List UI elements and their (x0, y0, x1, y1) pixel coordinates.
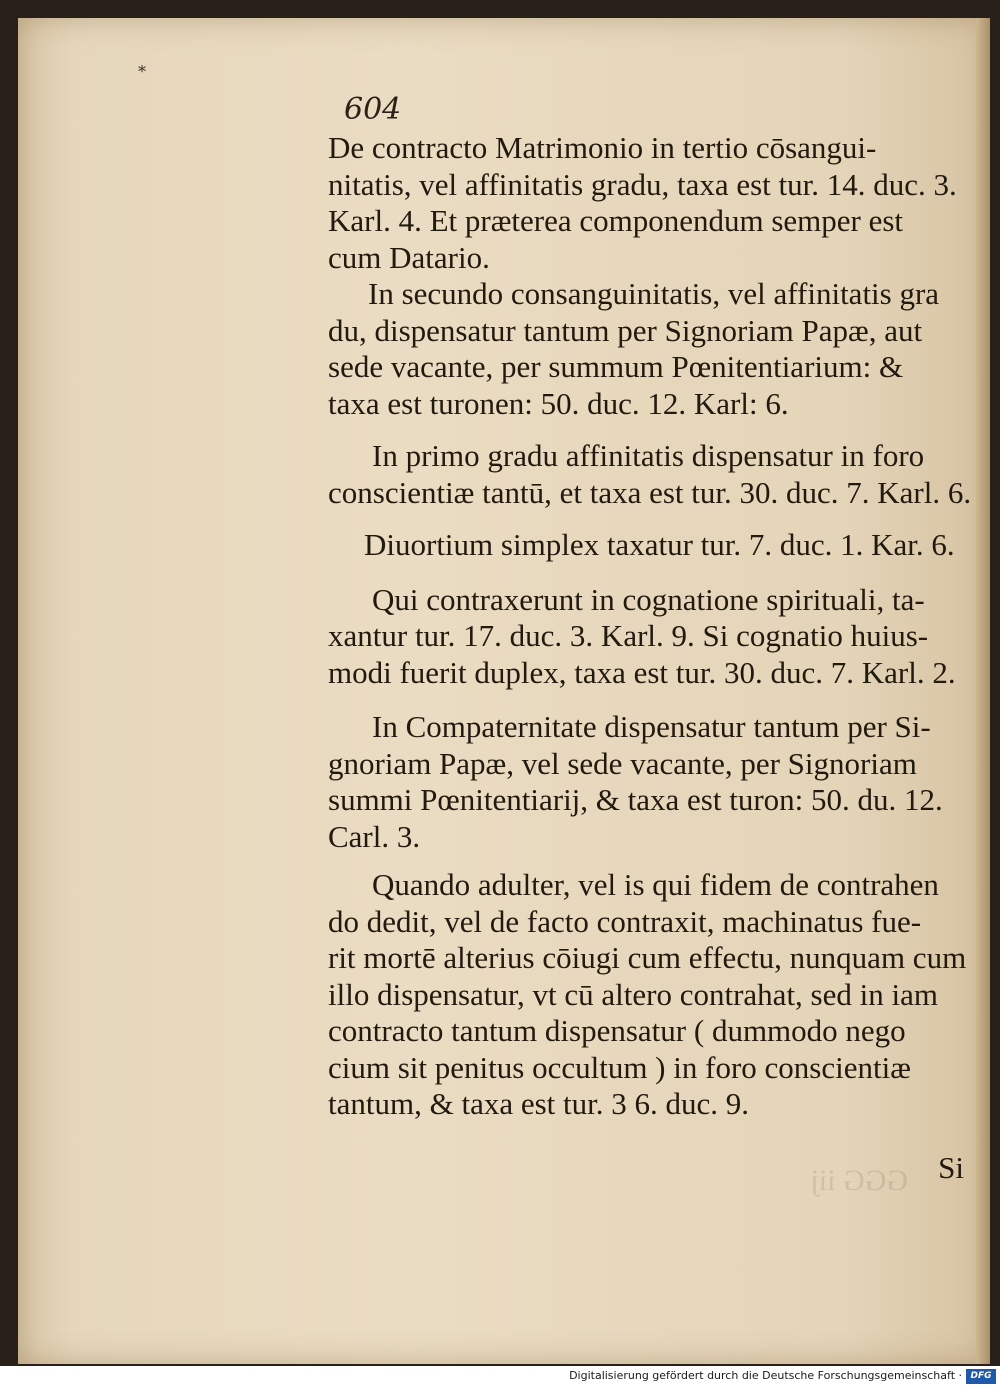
dfg-logo: DFG (966, 1369, 996, 1384)
book-page (18, 18, 990, 1364)
paragraph-7: Quando adulter, vel is qui fidem de contrahen do dedit, vel de facto contraxit, machinatus fue- rit mortē alterius cōiugi cum effectu, nunquam cum illo dispensatur, vt cū altero contrahat, sed in iam contracto tantum dispensatur ( dummodo nego cium sit penitus occultum ) in foro conscientiæ tantum, & taxa est tur. 3 6. duc. 9. (328, 867, 967, 1121)
body-text (328, 130, 996, 1123)
paragraph-6: In Compaternitate dispensatur tantum per Si- gnoriam Papæ, vel sede vacante, per Signoriam summi Pœnitentiarij, & taxa est turon: 50. du. 12. Carl. 3. (328, 709, 943, 854)
paragraph-3: In primo gradu affinitatis dispensatur in foro conscientiæ tantū, et taxa est tur. 30. duc. 7. Karl. 6. (328, 438, 972, 510)
paragraph-5: Qui contraxerunt in cognatione spirituali, ta- xantur tur. 17. duc. 3. Karl. 9. Si cognatio huius- modi fuerit duplex, taxa est tur. 30. duc. 7. Karl. 2. (328, 581, 956, 690)
paragraph-2: In secundo consanguinitatis, vel affinitatis gra du, dispensatur tantum per Signoriam Papæ, aut sede vacante, per summum Pœnitentiarium: & taxa est turonen: 50. duc. 12. Karl: 6. (328, 276, 940, 421)
catchword: Si (938, 1150, 964, 1185)
paragraph-1: De contracto Matrimonio in tertio cōsangui- nitatis, vel affinitatis gradu, taxa est tur. 14. duc. 3. Karl. 4. Et præterea componendum semper est cum Datario. (328, 130, 957, 275)
funding-credit: Digitalisierung gefördert durch die Deutsche Forschungsgemeinschaft · (569, 1369, 962, 1382)
stray-ink-mark: * (138, 62, 146, 81)
page-number: 604 (344, 92, 402, 127)
paragraph-4: Diuortium simplex taxatur tur. 7. duc. 1. Kar. 6. (364, 527, 955, 562)
footer-bar (0, 1366, 1000, 1388)
bleed-through-text: GGG iij (810, 1164, 908, 1197)
